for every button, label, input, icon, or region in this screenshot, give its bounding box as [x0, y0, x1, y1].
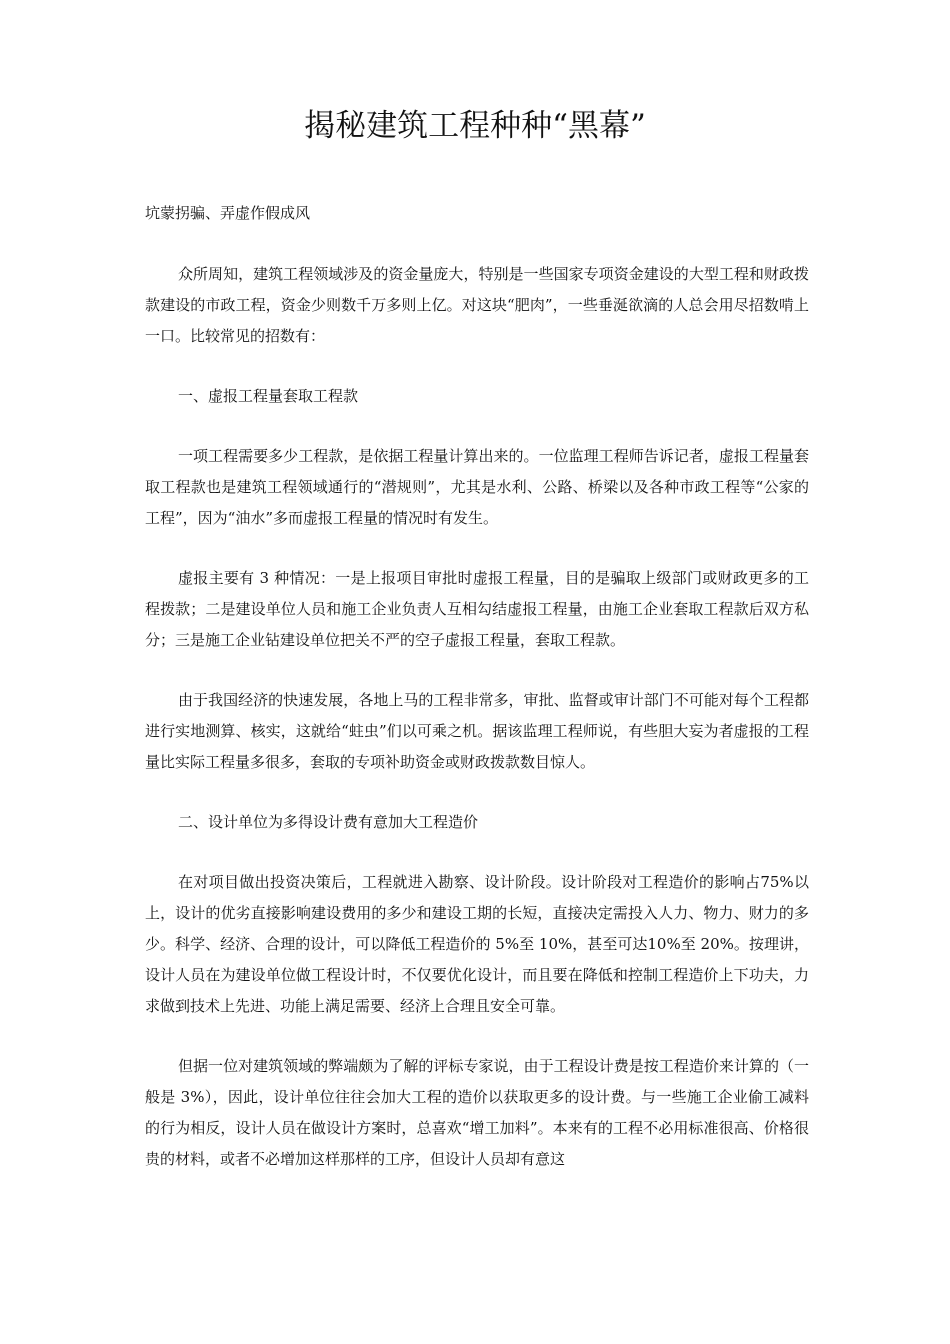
- paragraph-6: 但据一位对建筑领域的弊端颇为了解的评标专家说，由于工程设计费是按工程造价来计算的（一般是 3%），因此，设计单位往往会加大工程的造价以获取更多的设计费。与一些施工企业偷工减料的行为相反，设计人员在做设计方案时，总喜欢“增工加料”。本来有的工程不必用标准很高、价格很贵的材料，或者不必增加这样那样的工序，但设计人员却有意这: [145, 1057, 809, 1168]
- section-heading-2: 二、设计单位为多得设计费有意加大工程造价: [178, 813, 479, 831]
- paragraph-5: 在对项目做出投资决策后，工程就进入勘察、设计阶段。设计阶段对工程造价的影响占75%以上，设计的优劣直接影响建设费用的多少和建设工期的长短，直接决定需投入人力、物力、财力的多少。科学、经济、合理的设计，可以降低工程造价的 5%至 10%，甚至可达10%至 20%。按理讲，设计人员在为建设单位做工程设计时，不仅要优化设计，而且要在降低和控制工程造价上下功夫，力求做到技术上先进、功能上满足需要、经济上合理且安全可靠。: [145, 873, 809, 1015]
- document-body: [145, 198, 809, 1204]
- section-heading-1: 一、虚报工程量套取工程款: [178, 387, 359, 405]
- document-title: 揭秘建筑工程种种“黑幕”: [304, 108, 646, 144]
- paragraph-3: 虚报主要有 3 种情况：一是上报项目审批时虚报工程量，目的是骗取上级部门或财政更多的工程拨款；二是建设单位人员和施工企业负责人互相勾结虚报工程量，由施工企业套取工程款后双方私分；三是施工企业钻建设单位把关不严的空子虚报工程量，套取工程款。: [145, 569, 809, 649]
- paragraph-2: 一项工程需要多少工程款，是依据工程量计算出来的。一位监理工程师告诉记者，虚报工程量套取工程款也是建筑工程领域通行的“潜规则”，尤其是水利、公路、桥梁以及各种市政工程等“公家的工程”，因为“油水”多而虚报工程量的情况时有发生。: [145, 447, 809, 527]
- paragraph-1: 众所周知，建筑工程领域涉及的资金量庞大，特别是一些国家专项资金建设的大型工程和财政拨款建设的市政工程，资金少则数千万多则上亿。对这块“肥肉”，一些垂涎欲滴的人总会用尽招数啃上一口。比较常见的招数有：: [145, 265, 809, 345]
- paragraph-4: 由于我国经济的快速发展，各地上马的工程非常多，审批、监督或审计部门不可能对每个工程都进行实地测算、核实，这就给“蛀虫”们以可乘之机。据该监理工程师说，有些胆大妄为者虚报的工程量比实际工程量多很多，套取的专项补助资金或财政拨款数目惊人。: [145, 691, 809, 771]
- lead-line: 坑蒙拐骗、弄虚作假成风: [145, 204, 311, 222]
